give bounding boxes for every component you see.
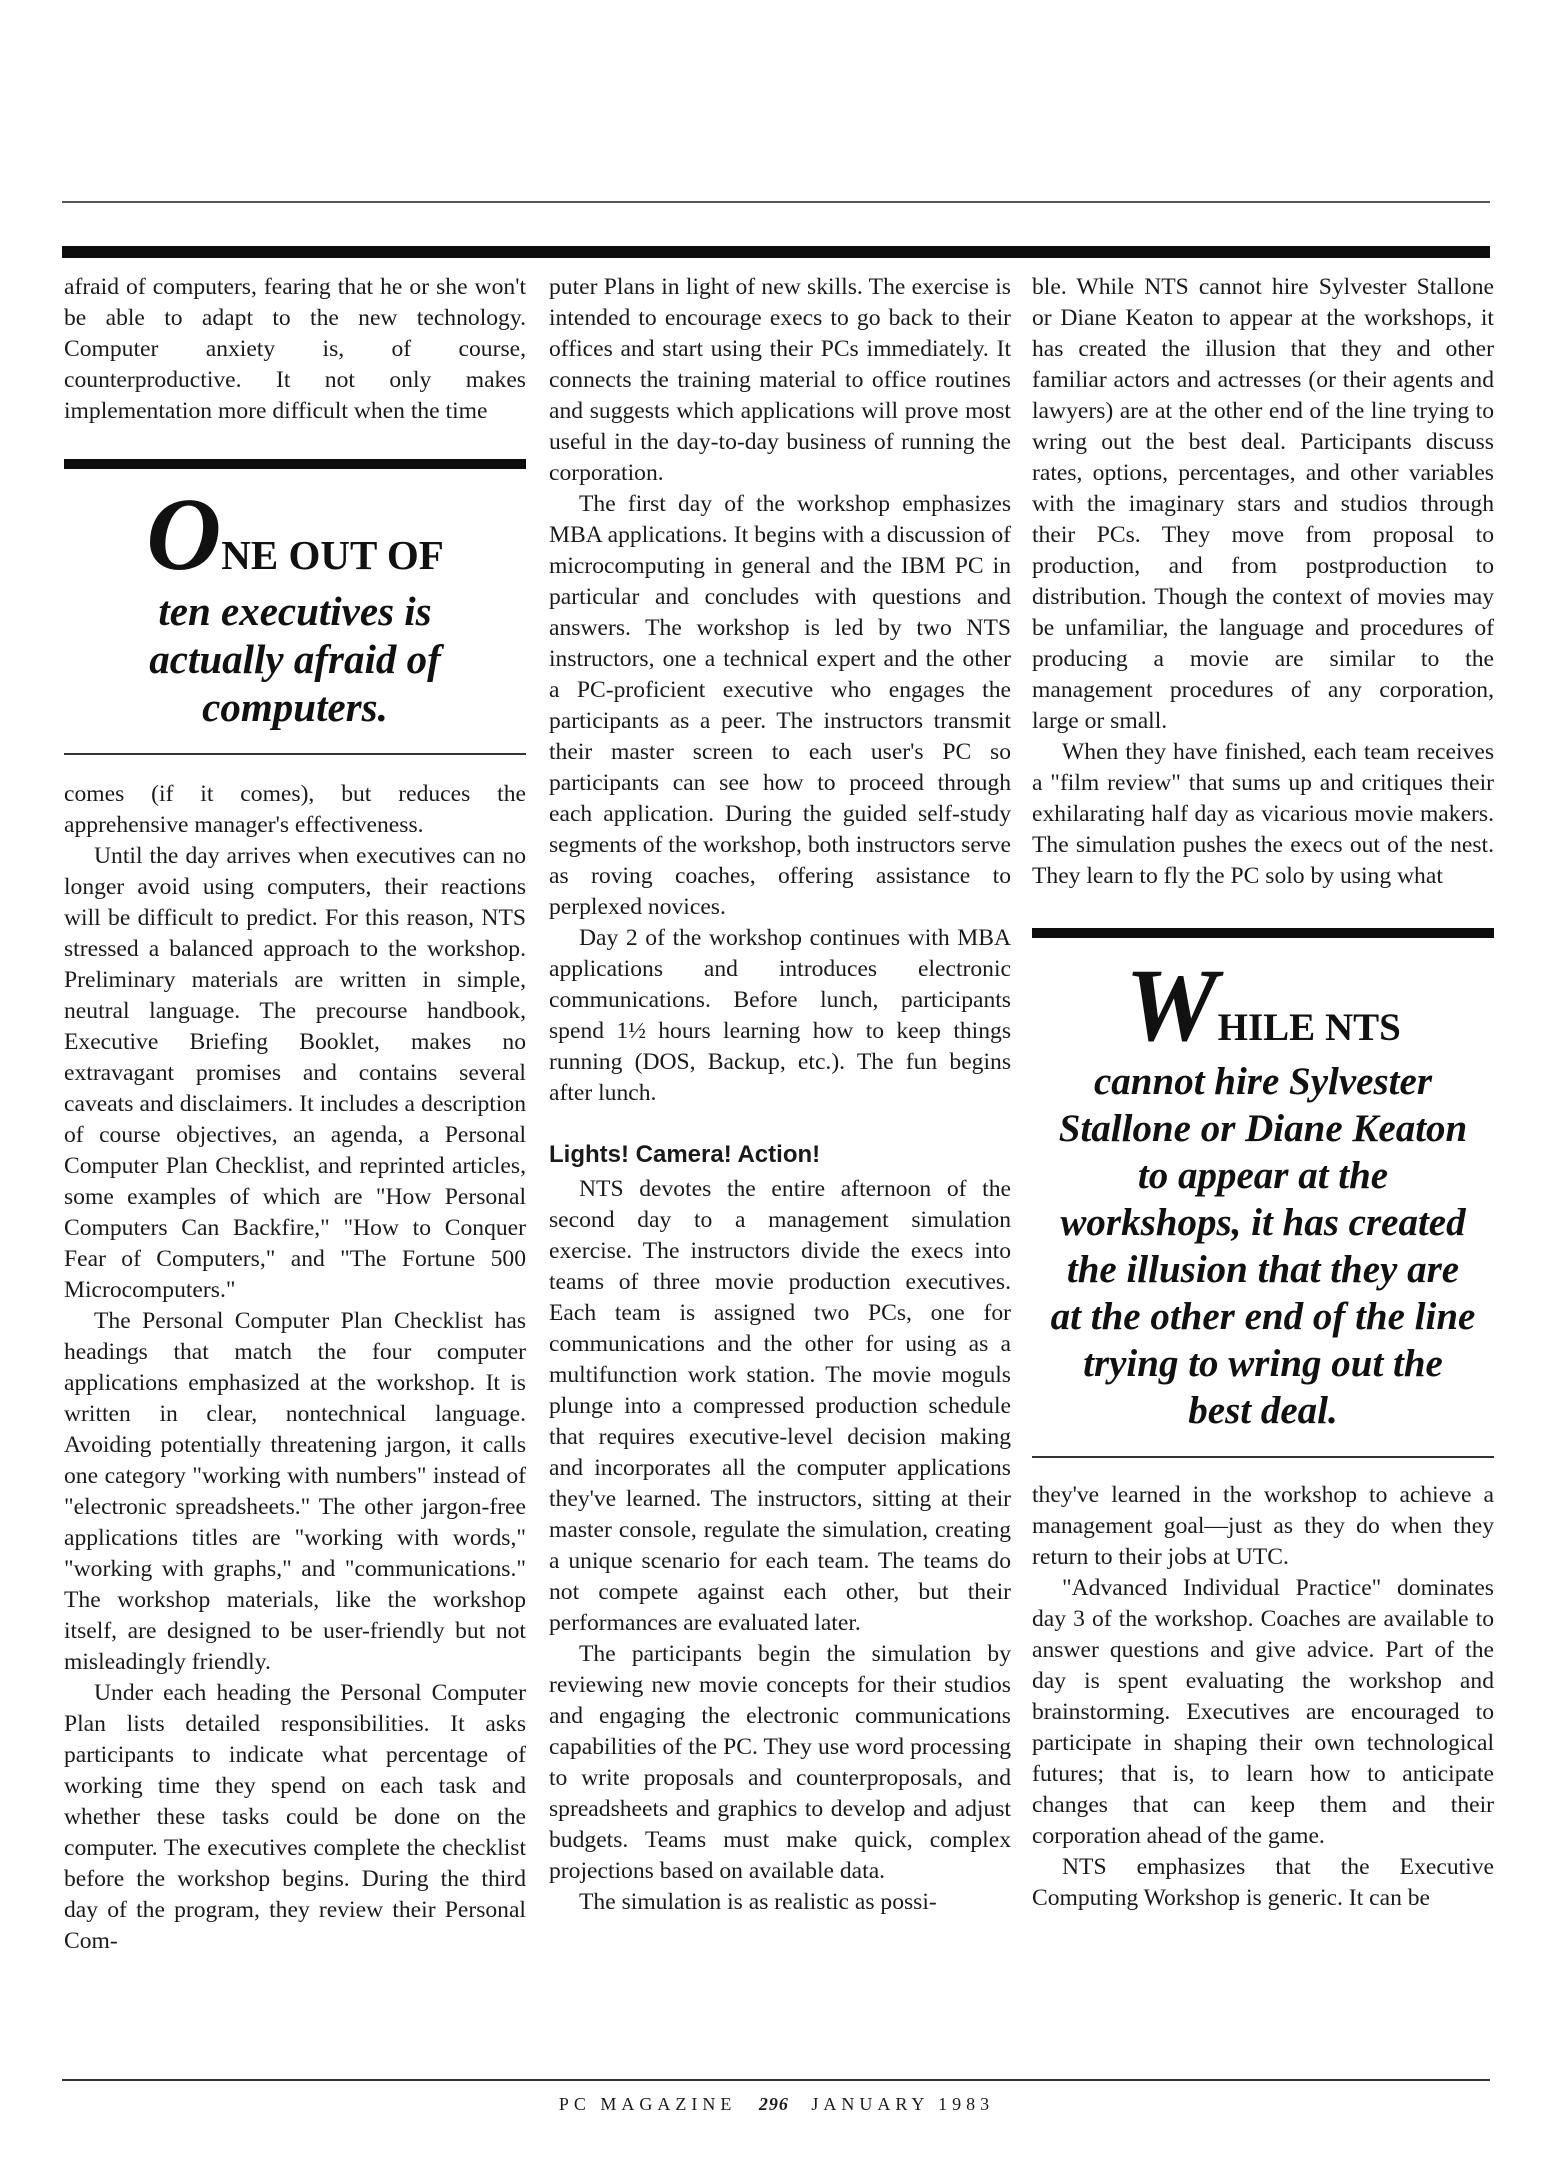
top-thick-rule (62, 246, 1490, 258)
pull-quote-top-bar (1032, 928, 1494, 938)
body-paragraph: When they have finished, each team receives a "film review" that sums up and critiques their exhilarating half day as vicarious movie makers. The simulation pushes the execs out of the nest. They learn to fly the PC solo by using what (1032, 739, 1494, 889)
column-1 (64, 272, 526, 1957)
footer-page-number: 296 (758, 2094, 789, 2114)
column-3 (1032, 272, 1494, 1914)
pull-quote-caps: NE OUT OF (221, 532, 444, 578)
footer-magazine: PC MAGAZINE (558, 2094, 737, 2114)
body-paragraph: ble. While NTS cannot hire Sylvester Stallone or Diane Keaton to appear at the workshops, it has created the illusion that they and other familiar actors and actresses (or their agents and lawyers) are at the other end of the line trying to wring out the best deal. Participants discuss rates, options, percentages, and other variables with the imaginary stars and studios through their PCs. They move from proposal to production, and from postproduction to distribution. Though the context of movies may be unfamiliar, the language and procedures of producing a movie are similar to the management procedures of any corporation, large or small. (1032, 274, 1494, 734)
footer-rule (62, 2079, 1490, 2081)
body-paragraph: The participants begin the simulation by reviewing new movie concepts for their studios and engaging the electronic communications capabilities of the PC. They use word processing to write proposals and counterproposals, and spreadsheets and graphics to develop and adjust budgets. Teams must make quick, complex projections based on available data. (549, 1641, 1011, 1884)
body-paragraph: Day 2 of the workshop continues with MBA applications and introduces electronic communications. Before lunch, participants spend 1½ hours learning how to keep things running (DOS, Backup, etc.). The fun begins after lunch. (549, 925, 1011, 1106)
body-paragraph: they've learned in the workshop to achieve a management goal—just as they do when they return to their jobs at UTC. (1032, 1482, 1494, 1570)
pull-quote-bottom-rule (64, 753, 526, 755)
pull-quote-text: cannot hire Sylvester Stallone or Diane Keaton to appear at the workshops, it has created the illusion that they are at the other end of the line trying to wring out the best deal. (1050, 1060, 1476, 1432)
section-subhead: Lights! Camera! Action! (549, 1141, 821, 1168)
pull-quote-2 (1032, 928, 1494, 1458)
column-2 (549, 272, 1011, 1918)
body-paragraph: The simulation is as realistic as possi- (579, 1889, 937, 1915)
body-paragraph: puter Plans in light of new skills. The exercise is intended to encourage execs to go back to their offices and start using their PCs immediately. It connects the training material to office routines and suggests which applications will prove most useful in the day-to-day business of running the corporation. (549, 274, 1011, 486)
body-paragraph: Under each heading the Personal Computer Plan lists detailed responsibilities. It asks participants to indicate what percentage of working time they spend on each task and whether these tasks could be done on the computer. The executives complete the checklist before the workshop begins. During the third day of the program, they review their Personal Com- (64, 1680, 526, 1954)
body-paragraph: The first day of the workshop emphasizes MBA applications. It begins with a discussion of microcomputing in general and the IBM PC in particular and concludes with questions and answers. The workshop is led by two NTS instructors, one a technical expert and the other a PC-proficient executive who engages the participants as a peer. The instructors transmit their master screen to each user's PC so participants can see how to proceed through each application. During the guided self-study segments of the workshop, both instructors serve as roving coaches, offering assistance to perplexed novices. (549, 491, 1011, 920)
body-paragraph: Until the day arrives when executives can no longer avoid using computers, their reactions will be difficult to predict. For this reason, NTS stressed a balanced approach to the workshop. Preliminary materials are written in simple, neutral language. The precourse handbook, Executive Briefing Booklet, makes no extravagant promises and contains several caveats and disclaimers. It includes a description of course objectives, an agenda, a Personal Computer Plan Checklist, and reprinted articles, some examples of which are "How Personal Computers Can Backfire," "How to Conquer Fear of Computers," and "The Fortune 500 Microcomputers." (64, 843, 526, 1303)
page-footer (0, 2094, 1553, 2115)
pull-quote-caps: HILE NTS (1217, 1006, 1401, 1049)
body-paragraph: "Advanced Individual Practice" dominates day 3 of the workshop. Coaches are available to answer questions and give advice. Part of the day is spent evaluating the workshop and brainstorming. Executives are encouraged to participate in shaping their own technological futures; that is, to learn how to anticipate changes that can keep them and their corporation ahead of the game. (1032, 1575, 1494, 1849)
body-paragraph: NTS devotes the entire afternoon of the second day to a management simulation exercise. The instructors divide the execs into teams of three movie production executives. Each team is assigned two PCs, one for communications and the other for using as a multifunction work station. The movie moguls plunge into a compressed production schedule that requires executive-level decision making and incorporates all the computer applications they've learned. The instructors, sitting at their master console, regulate the simulation, creating a unique scenario for each team. The teams do not compete against each other, but their performances are evaluated later. (549, 1176, 1011, 1636)
pull-quote-top-bar (64, 459, 526, 469)
body-paragraph: NTS emphasizes that the Executive Computing Workshop is generic. It can be (1032, 1854, 1494, 1911)
body-paragraph: afraid of computers, fearing that he or she won't be able to adapt to the new technology. Computer anxiety is, of course, counterproductive. It not only makes implementation more difficult when the time (64, 274, 526, 424)
pull-quote-1 (64, 459, 526, 755)
body-paragraph: The Personal Computer Plan Checklist has headings that match the four computer applications emphasized at the workshop. It is written in clear, nontechnical language. Avoiding potentially threatening jargon, it calls one category "working with numbers" instead of "electronic spreadsheets." The other jargon-free applications titles are "working with words," "working with graphs," and "communications." The workshop materials, like the workshop itself, are designed to be user-friendly but not misleadingly friendly. (64, 1308, 526, 1675)
pull-quote-bottom-rule (1032, 1456, 1494, 1458)
drop-cap: W (1125, 948, 1218, 1063)
top-thin-rule (62, 201, 1490, 203)
drop-cap: O (146, 477, 222, 592)
pull-quote-text: ten executives is actually afraid of computers. (149, 588, 441, 730)
body-paragraph: comes (if it comes), but reduces the apprehensive manager's effectiveness. (64, 781, 526, 838)
footer-date: JANUARY 1983 (811, 2094, 995, 2114)
